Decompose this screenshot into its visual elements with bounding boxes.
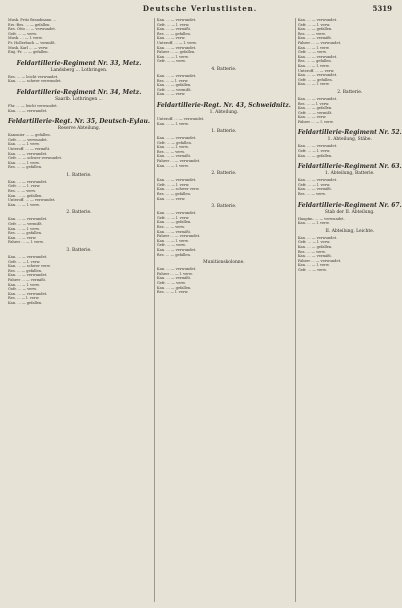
casualty-entry: Kan. ... — verwundet. (297, 54, 338, 59)
casualty-entry: Gefr. ... — vermißt. (8, 222, 43, 227)
regiment-heading: Feldartillerie-Regt. Nr. 35, Deutsch-Eylau. (8, 118, 150, 126)
casualty-entry: Res. ... — gefallen. (8, 268, 43, 273)
casualty-entry: Kan. ... — verw. (297, 115, 327, 120)
entry-block (157, 102, 291, 126)
casualty-entry: Kan. ... — l. verw. (297, 45, 330, 50)
unit-subheading: Munitionskolonne. (203, 260, 245, 266)
casualty-entry: Kan. ... — vermißt. (156, 154, 192, 159)
casualty-entry: Kan. ... — gefallen. (297, 153, 333, 158)
casualty-entry: Kan. ... — verwundet. (156, 18, 197, 22)
casualty-entry: Kan. ... — verwundet. (8, 108, 48, 113)
entry-block (157, 260, 291, 295)
casualty-entry: Fr. Hollerbach — vermißt. (8, 40, 56, 45)
casualty-entry: Res. ... — gefallen. (156, 252, 191, 257)
unit-subheading: Reserve Abteilung. (57, 126, 101, 132)
casualty-entry: Res. ... — verw. (297, 192, 326, 197)
unit-subheading: 4. Batterie. (211, 66, 237, 72)
casualty-entry: Res. ... — l. verw. (8, 296, 40, 301)
entry-block (157, 18, 291, 64)
casualty-entry: Gefr. ... — verw. (156, 243, 186, 248)
casualty-entry: Gefr. ... — l. verw. (297, 182, 331, 187)
entry-block (298, 90, 402, 125)
casualty-entry: Musk. Karl ... — verw. (8, 45, 49, 50)
casualty-entry: Kan. ... — gefallen. (8, 193, 43, 198)
casualty-entry: Kan. ... — verwundet. (156, 136, 197, 141)
casualty-entry: Unteroff. ... — verw. (297, 68, 335, 73)
casualty-entry: Gefr. ... — l. verw. (297, 240, 331, 245)
casualty-entry: Kan. ... — l. verw. (156, 163, 189, 168)
casualty-entry: Kan. ... — l. verw. (156, 145, 189, 150)
page-header (0, 4, 400, 16)
casualty-entry: Unteroff. ... — l. verw. (156, 40, 197, 45)
casualty-entry: Kan. ... — verwundet. (8, 273, 48, 278)
casualty-entry: Res. ... — verw. (297, 31, 326, 36)
casualty-entry: Kanonier ... — gefallen. (8, 133, 51, 138)
column-3 (295, 18, 402, 602)
unit-subheading: 3. Batterie. (66, 248, 92, 253)
casualty-entry: Kan. ... — verwundet. (8, 255, 48, 259)
column-2 (154, 18, 291, 602)
casualty-entry: Kan. ... — verw. (156, 92, 186, 97)
casualty-entry: Res. ... — verw. (8, 189, 36, 194)
column-1 (6, 18, 150, 602)
unit-subheading: II. Abteilung, Leichte. (325, 228, 375, 234)
casualty-entry: Kan. ... — gefallen. (8, 300, 43, 305)
casualty-entry: Res. ... — l. verw. (297, 101, 330, 106)
casualty-entry: Gefr. ... — schwer verwundet. (8, 156, 63, 161)
regiment-heading: Feldartillerie-Regiment Nr. 52. (297, 129, 402, 137)
casualty-entry: Kan. ... — vermißt. (297, 187, 332, 192)
casualty-entry: Res. ... — verw. (156, 225, 185, 229)
casualty-entry: Fahrer ... — verwundet. (156, 159, 201, 164)
casualty-entry: Kan. ... — l. verw. (297, 82, 330, 87)
casualty-entry: Kan. ... — l. verw. (8, 142, 40, 147)
casualty-entry: Unteroff. ... — vermißt. (8, 146, 51, 151)
entry-block (8, 173, 150, 208)
casualty-entry: Kan. ... — verw. (156, 36, 186, 41)
entry-block (8, 210, 150, 245)
casualty-entry: Kan. ... — verwundet. (297, 96, 338, 101)
entry-block (8, 60, 150, 84)
entry-block (298, 229, 402, 273)
casualty-entry: Kan. ... — verw. (8, 235, 37, 240)
casualty-entry: Res. ... — gefallen. (297, 59, 332, 64)
casualty-entry: Gefr. ... — verw. (297, 267, 327, 272)
casualty-entry: Fahrer ... — verwundet. (297, 258, 342, 263)
unit-subheading: 2. Batterie. (337, 89, 363, 95)
casualty-entry: Kan. ... — l. verw. (8, 202, 40, 207)
unit-subheading: 1. Abteilung. (209, 109, 239, 115)
casualty-entry: Kan. ... — l. verw. (8, 226, 40, 231)
casualty-entry: Gefr. ... — verwundet. (8, 137, 48, 142)
casualty-entry: Fhr. ... — leicht verwundet. (8, 103, 58, 108)
casualty-entry: Musk. ... — l. verw. (8, 36, 43, 41)
casualty-entry: Kan. ... — l. verw. (297, 263, 330, 268)
casualty-entry: Res. ... — l. verw. (156, 78, 189, 83)
unit-subheading: Landsberg ... Lothringen. (50, 67, 108, 73)
casualty-entry: Gefr. ... — vermißt. (156, 87, 192, 92)
entry-block (298, 129, 402, 158)
casualty-entry: Gefr. ... — l. verw. (156, 182, 190, 187)
casualty-entry: Kan. ... — vermißt. (156, 229, 192, 234)
entry-block (8, 248, 150, 306)
casualty-entry: Gefr. ... — l. verw. (297, 149, 331, 154)
unit-subheading: 1. Abteilung, Batterie. (325, 171, 375, 177)
casualty-entry: Hauptm. ... — verwundet. (297, 216, 345, 221)
casualty-entry: Fahrer ... — verwundet. (156, 234, 201, 239)
casualty-entry: Kan. ... — verwundet. (297, 178, 338, 183)
casualty-entry: Kan. ... — verwundet. (8, 217, 48, 222)
casualty-entry: Kan. ... — verwundet. (156, 73, 197, 78)
entry-block (298, 18, 402, 87)
casualty-entry: Res. ... — gefallen. (156, 31, 191, 36)
casualty-entry: Res. ... — leicht verwundet. (8, 74, 59, 79)
casualty-entry: Einj.-Fr. ... — gefallen. (8, 50, 49, 55)
casualty-entry: Gefr. ... — vermißt. (297, 110, 333, 115)
casualty-entry: Kan. ... — vermißt. (297, 254, 332, 259)
unit-subheading: 2. Batterie. (211, 171, 237, 177)
casualty-entry: Kan. ... — l. verw. (156, 121, 189, 126)
casualty-entry: Res. Otto ... — verwundet. (8, 27, 57, 32)
casualty-entry: Fahrer ... — verwundet. (297, 40, 342, 45)
casualty-entry: Gefr. ... — l. verw. (8, 259, 41, 264)
casualty-entry: Kan. ... — schwer verwundet. (8, 79, 62, 84)
casualty-entry: Kan. ... — verwundet. (156, 45, 197, 50)
casualty-entry: Kan. ... — l. verw. (156, 238, 189, 243)
casualty-entry: Musk. Fritz Brandmann ... (8, 18, 57, 22)
casualty-entry: Unteroff. ... — verwundet. (156, 116, 205, 121)
regiment-heading: Feldartillerie-Regiment Nr. 67. (297, 201, 402, 209)
casualty-entry: Kan. ... — gefallen. (156, 285, 192, 290)
unit-subheading: Stab der II. Abteilung. (324, 209, 375, 215)
casualty-entry: Gefr. ... — gefallen. (297, 77, 333, 82)
entry-block (157, 67, 291, 97)
casualty-entry: Gefr. ... — verw. (8, 31, 37, 36)
page-title: Deutsche Verlustlisten. (142, 4, 258, 13)
unit-subheading: 3. Batterie. (211, 204, 237, 210)
casualty-entry: Kan. ... — verwundet. (297, 73, 338, 78)
casualty-entry: Fahrer ... — l. verw. (8, 240, 44, 245)
casualty-entry: Kan. ... — vermißt. (297, 36, 332, 41)
casualty-entry: Kan. ... — schwer verw. (156, 187, 200, 192)
casualty-entry: Gefr. ... — verw. (156, 59, 186, 64)
regiment-heading: Feldartillerie-Regiment Nr. 34, Metz. (16, 88, 142, 96)
casualty-entry: Kan. ... — schwer verw. (8, 264, 51, 269)
unit-subheading: 2. Batterie. (66, 210, 92, 216)
casualty-entry: Kan. ... — l. verw. (297, 63, 330, 68)
casualty-entry: Fahrer ... — l. verw. (156, 271, 193, 276)
entry-block (157, 204, 291, 257)
casualty-entry: Kan. ... — vermißt. (156, 276, 192, 281)
casualty-entry: Kan. ... — vermißt. (156, 27, 192, 32)
entry-block (8, 89, 150, 113)
regiment-heading: Feldartillerie-Regt. Nr. 43, Schweidnitz. (156, 101, 291, 109)
unit-subheading: 1. Batterie. (66, 172, 92, 178)
casualty-entry: Unteroff. ... — verwundet. (8, 198, 56, 203)
casualty-entry: Kan. ... — verwundet. (8, 179, 48, 184)
casualty-entry: Kan. ... — gefallen. (297, 27, 333, 32)
casualty-entry: Kan. ... — verwundet. (297, 144, 338, 149)
casualty-entry: Kan. ... — l. verw. (8, 160, 40, 165)
casualty-entry: Kan. ... — verwundet. (156, 211, 197, 216)
entry-block (157, 129, 291, 168)
casualty-entry: Gefr. ... — l. verw. (156, 22, 190, 27)
casualty-entry: Kan. ... — verwundet. (156, 247, 197, 252)
casualty-entry: Ers.-Res. ... — gefallen. (8, 22, 51, 27)
entry-block (298, 163, 402, 196)
casualty-entry: Kan. ... — verwundet. (8, 291, 48, 296)
casualty-entry: Gefr. ... — l. verw. (156, 215, 190, 220)
page-number: 5319 (372, 4, 392, 13)
entry-block (8, 18, 150, 55)
casualty-entry: Res. ... — verw. (156, 149, 185, 154)
unit-subheading: Saarlb. Lothringen ... (55, 96, 103, 102)
casualty-entry: Kan. ... — verwundet. (8, 151, 48, 156)
entry-block (157, 171, 291, 201)
casualty-entry: Kan. ... — gefallen. (156, 220, 192, 225)
casualty-entry: Kan. ... — gefallen. (297, 245, 333, 249)
casualty-entry: Kan. ... — l. verw. (297, 221, 330, 226)
casualty-entry: Fahrer ... — gefallen. (156, 50, 196, 55)
casualty-entry: Kan. ... — l. verw. (8, 282, 40, 287)
casualty-entry: Kan. ... — verw. (156, 196, 186, 201)
casualty-entry: Gefr. ... — verw. (156, 280, 186, 285)
casualty-entry: Gefr. ... — l. verw. (297, 22, 331, 27)
casualty-entry: Fahrer ... — vermißt. (8, 277, 47, 282)
casualty-entry: Kan. ... — l. verw. (156, 54, 189, 59)
unit-subheading: 1. Abteilung, Stäbe. (327, 137, 372, 143)
casualty-entry: Res. ... — verw. (297, 249, 326, 254)
unit-subheading: 1. Batterie. (211, 129, 237, 135)
casualty-entry: Res. ... — gefallen. (8, 165, 43, 170)
text-columns (6, 18, 402, 602)
casualty-entry: Res. ... — l. verw. (156, 290, 189, 295)
casualty-entry: Gefr. ... — gefallen. (156, 140, 192, 145)
casualty-entry: Res. ... — gefallen. (156, 192, 191, 197)
casualty-entry: Res. ... — gefallen. (8, 231, 43, 236)
casualty-entry: Kan. ... — verwundet. (156, 178, 197, 183)
casualty-entry: Gefr. ... — verw. (297, 50, 327, 55)
entry-block (298, 202, 402, 226)
regiment-heading: Feldartillerie-Regiment Nr. 63. (297, 163, 402, 171)
entry-block (8, 118, 150, 170)
casualty-entry: Kan. ... — verwundet. (156, 267, 197, 272)
regiment-heading: Feldartillerie-Regiment Nr. 33, Metz. (16, 59, 142, 67)
casualty-entry: Fahrer ... — l. verw. (297, 119, 334, 124)
casualty-entry: Kan. ... — verwundet. (297, 18, 338, 22)
casualty-entry: Kan. ... — gefallen. (297, 106, 333, 111)
casualty-entry: Gefr. ... — verw. (8, 287, 37, 292)
casualty-entry: Kan. ... — verwundet. (297, 235, 338, 240)
casualty-entry: Gefr. ... — l. verw. (8, 184, 41, 189)
casualty-entry: Kan. ... — gefallen. (156, 83, 192, 88)
